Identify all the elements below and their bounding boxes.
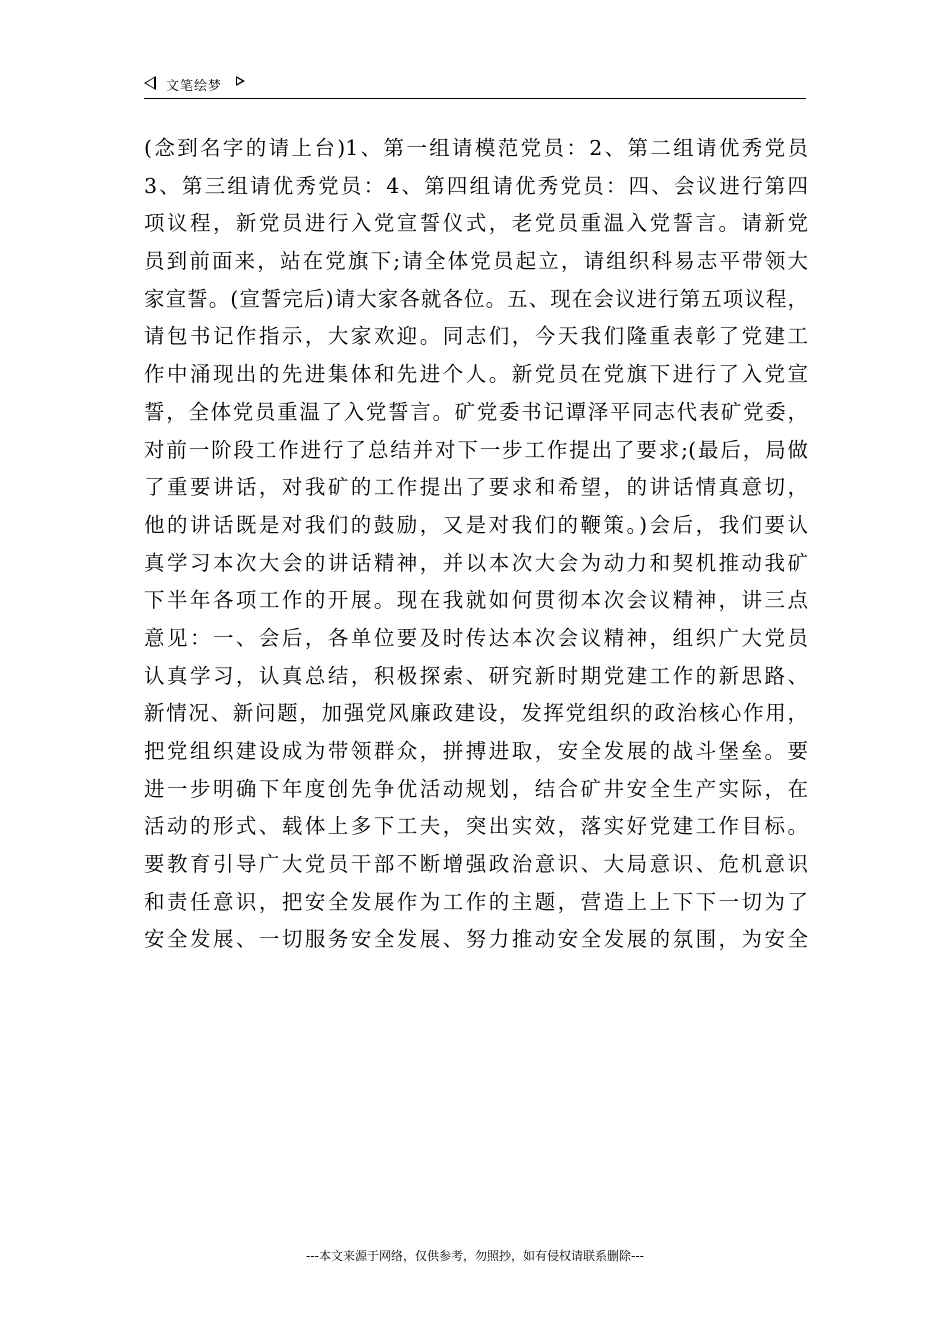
text-line: 项议程，新党员进行入党宣誓仪式，老党员重温入党誓言。请新党 xyxy=(144,211,808,236)
text-line: 要教育引导广大党员干部不断增强政治意识、大局意识、危机意识 xyxy=(144,852,808,877)
page-header xyxy=(144,74,806,99)
text-line: 他的讲话既是对我们的鼓励，又是对我们的鞭策。)会后，我们要认 xyxy=(144,512,808,537)
text-line: 新情况、新问题，加强党风廉政建设，发挥党组织的政治核心作用， xyxy=(144,701,808,726)
text-line: 真学习本次大会的讲话精神，并以本次大会为动力和契机推动我矿 xyxy=(144,550,808,575)
text-line: (念到名字的请上台)1、第一组请模范党员：2、第二组请优秀党员 xyxy=(144,136,808,160)
text-line: 作中涌现出的先进集体和先进个人。新党员在党旗下进行了入党宣 xyxy=(144,362,808,387)
text-line: 认真学习，认真总结，积极探索、研究新时期党建工作的新思路、 xyxy=(144,663,808,688)
text-line: 员到前面来，站在党旗下;请全体党员起立，请组织科易志平带领大 xyxy=(144,249,808,274)
text-line: 请包书记作指示，大家欢迎。同志们，今天我们隆重表彰了党建工 xyxy=(144,324,808,349)
text-line: 进一步明确下年度创先争优活动规划，结合矿井安全生产实际，在 xyxy=(144,776,808,801)
text-line: 和责任意识，把安全发展作为工作的主题，营造上上下下一切为了 xyxy=(144,889,808,914)
triangle-right-outline-icon xyxy=(236,76,245,86)
triangle-left-outline-icon xyxy=(144,76,156,90)
document-body xyxy=(144,130,808,959)
text-line: 3、第三组请优秀党员：4、第四组请优秀党员：四、会议进行第四 xyxy=(144,173,808,198)
text-line: 下半年各项工作的开展。现在我就如何贯彻本次会议精神，讲三点 xyxy=(144,588,808,613)
text-line: 了重要讲话，对我矿的工作提出了要求和希望，的讲话情真意切， xyxy=(144,475,808,500)
text-line: 家宣誓。(宣誓完后)请大家各就各位。五、现在会议进行第五项议程， xyxy=(144,286,808,311)
text-line: 意见：一、会后，各单位要及时传达本次会议精神，组织广大党员 xyxy=(144,625,808,650)
text-line: 活动的形式、载体上多下工夫，突出实效，落实好党建工作目标。 xyxy=(144,814,808,839)
text-line: 誓，全体党员重温了入党誓言。矿党委书记谭泽平同志代表矿党委， xyxy=(144,399,808,424)
text-line: 对前一阶段工作进行了总结并对下一步工作提出了要求;(最后，局做 xyxy=(144,437,808,462)
header-title: 文笔绘梦 xyxy=(166,79,223,94)
text-line: 把党组织建设成为带领群众，拼搏进取，安全发展的战斗堡垒。要 xyxy=(144,739,808,763)
page-footer: ---本文来源于网络，仅供参考，勿照抄，如有侵权请联系删除--- xyxy=(306,1249,644,1263)
text-line: 安全发展、一切服务安全发展、努力推动安全发展的氛围，为安全 xyxy=(144,927,808,952)
